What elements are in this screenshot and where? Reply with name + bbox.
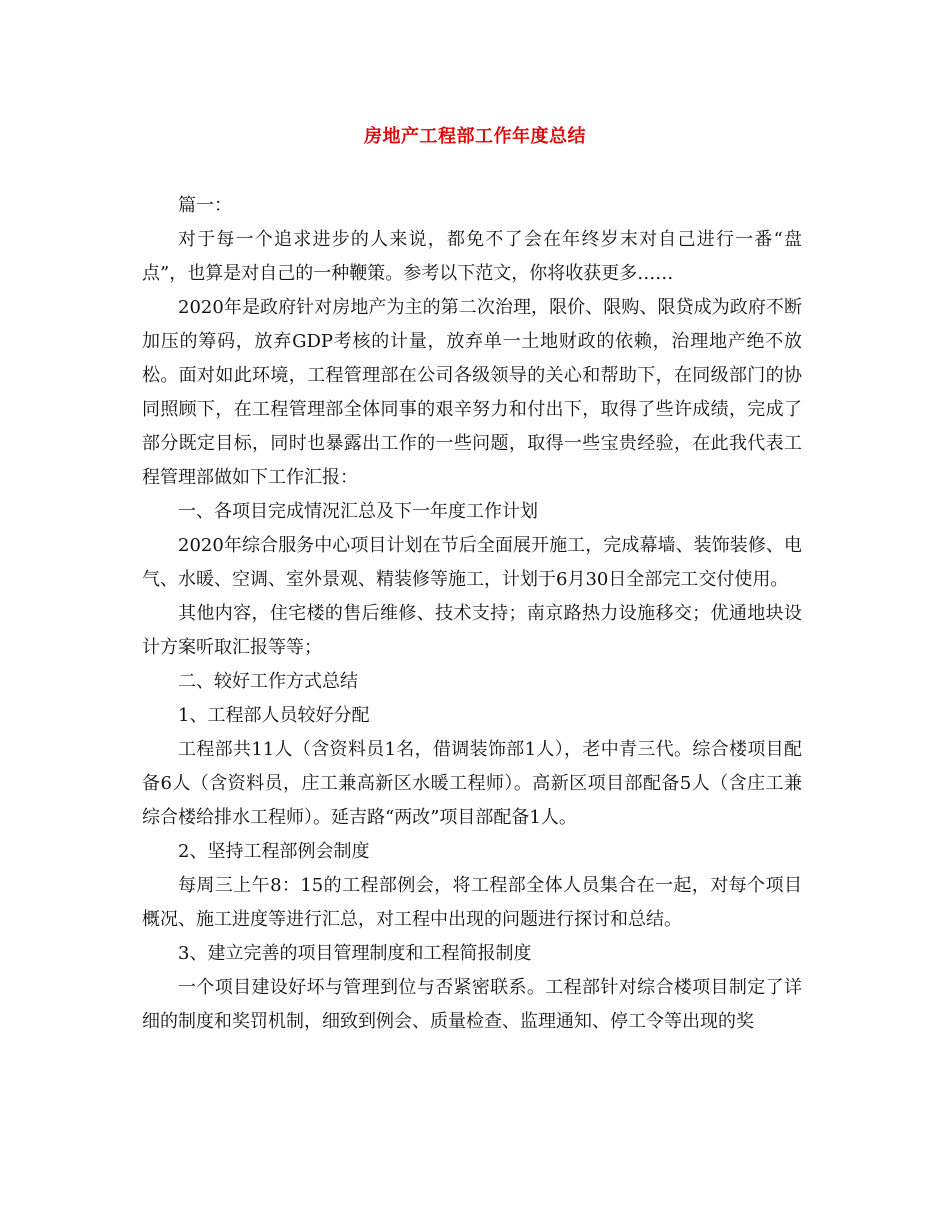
heading-item-2: 2、坚持工程部例会制度: [178, 841, 370, 862]
paragraph-intro: 对于每一个追求进步的人来说，都免不了会在年终岁末对自己进行一番“盘点”，也算是对自己的一种鞭策。参考以下范文，你将收获更多……: [142, 229, 802, 284]
heading-item-3: 3、建立完善的项目管理制度和工程简报制度: [178, 943, 532, 964]
paragraph-management: 一个项目建设好坏与管理到位与否紧密联系。工程部针对综合楼项目制定了详细的制度和奖罚机制，细致到例会、质量检查、监理通知、停工令等出现的奖: [142, 977, 802, 1032]
paragraph-project-plan: 2020年综合服务中心项目计划在节后全面展开施工，完成幕墙、装饰装修、电气、水暖、空调、室外景观、精装修等施工，计划于6月30日全部完工交付使用。: [142, 535, 802, 590]
paragraph-section-label: 篇一：: [178, 195, 232, 216]
heading-section-1: 一、各项目完成情况汇总及下一年度工作计划: [178, 501, 538, 522]
document-body: [142, 189, 802, 1039]
heading-section-2: 二、较好工作方式总结: [178, 671, 358, 692]
paragraph-other-content: 其他内容，住宅楼的售后维修、技术支持；南京路热力设施移交；优通地块设计方案听取汇报等等；: [142, 603, 802, 658]
paragraph-staffing: 工程部共11人（含资料员1名，借调装饰部1人），老中青三代。综合楼项目配备6人（含资料员，庄工兼高新区水暖工程师）。高新区项目部配备5人（含庄工兼综合楼给排水工程师）。延吉路“两改”项目部配备1人。: [142, 739, 802, 828]
paragraph-background: 2020年是政府针对房地产为主的第二次治理，限价、限购、限贷成为政府不断加压的筹码，放弃GDP考核的计量，放弃单一土地财政的依赖，治理地产绝不放松。面对如此环境，工程管理部在公司各级领导的关心和帮助下，在同级部门的协同照顾下，在工程管理部全体同事的艰辛努力和付出下，取得了些许成绩，完成了部分既定目标，同时也暴露出工作的一些问题，取得一些宝贵经验，在此我代表工程管理部做如下工作汇报：: [142, 297, 802, 488]
heading-item-1: 1、工程部人员较好分配: [178, 705, 370, 726]
document-title: 房地产工程部工作年度总结: [364, 126, 586, 147]
paragraph-meetings: 每周三上午8：15的工程部例会，将工程部全体人员集合在一起，对每个项目概况、施工进度等进行汇总，对工程中出现的问题进行探讨和总结。: [142, 875, 802, 930]
